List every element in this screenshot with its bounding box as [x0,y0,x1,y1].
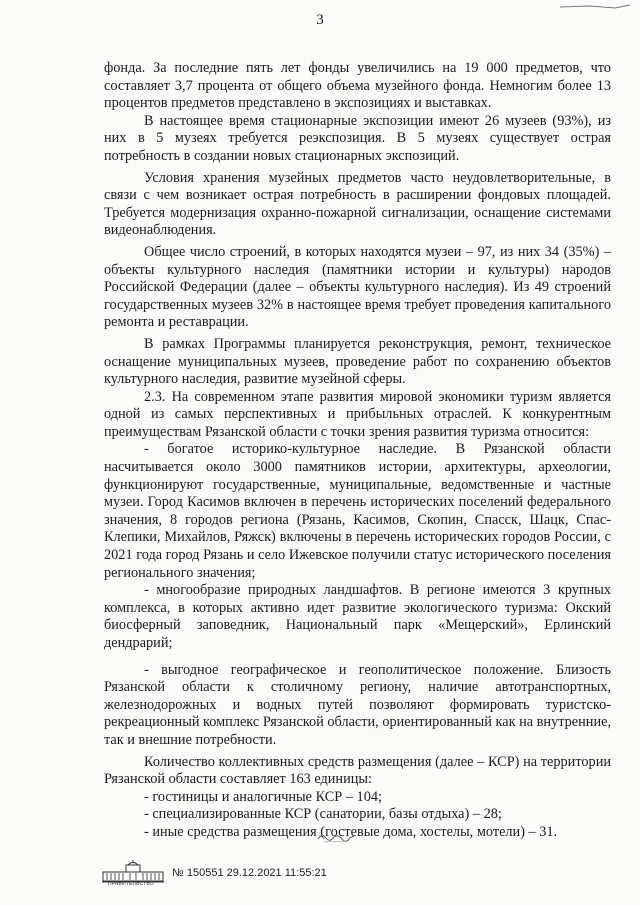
page-number: 3 [316,12,324,28]
handwritten-mark [316,830,356,844]
stamp-caption: ПРАВИТЕЛЬСТВО [108,881,154,887]
scan-edge-mark [560,4,630,12]
footer [102,860,422,888]
list-item-landscapes: - многообразие природных ландшафтов. В регионе имеются 3 крупных комплекса, в которых активно идет развитие экологического туризма: Окский биосферный заповедник, Национальный парк «Мещерский», Ерлинский дендрарий; [104,582,611,651]
paragraph-buildings: Общее число строений, в которых находятся музеи – 97, из них 34 (35%) – объекты культурного наследия (памятники истории и культуры) народов Российской Федерации (далее – объекты культурного наследия). Из 49 строений государственных музеев 32% в настоящее время требует проведения капитального ремонта и реставрации. [104,243,611,331]
paragraph-program-plans: В рамках Программы планируется реконструкция, ремонт, техническое оснащение муниципальных музеев, проведение работ по сохранению объектов культурного наследия, развитие музейной сферы. [104,335,611,388]
paragraph-storage-conditions: Условия хранения музейных предметов часто неудовлетворительные, в связи с чем возникает острая потребность в расширении фондовых площадей. Требуется модернизация охранно-пожарной сигнализации, оснащение системами видеонаблюдения. [104,169,611,239]
list-item-specialized: - специализированные КСР (санатории, базы отдыха) – 28; [144,806,502,823]
document-body [104,60,611,842]
paragraph-section-2-3: 2.3. На современном этапе развития мировой экономики туризм является одной из самых перспективных и прибыльных отраслей. К конкурентным преимуществам Рязанской области с точки зрения развития туризма относится: [104,388,611,440]
registration-number: № 150551 29.12.2021 11:55:21 [172,867,327,879]
paragraph-accommodation: Количество коллективных средств размещения (далее – КСР) на территории Рязанской области составляет 163 единицы: [104,753,611,788]
list-item-hotels: - гостиницы и аналогичные КСР – 104; [144,788,382,805]
paragraph-expositions: В настоящее время стационарные экспозиции имеют 26 музеев (93%), из них в 5 музеях требуется реэкспозиция. В 5 музеях существует острая потребность в создании новых стационарных экспозиций. [104,112,611,164]
list-item-heritage: - богатое историко-культурное наследие. В Рязанской области насчитывается около 3000 памятников истории, архитектуры, археологии, функционируют государственные, муниципальные, ведомственные и частные музеи. Город Касимов включен в перечень исторических поселений федерального значения, 8 городов региона (Рязань, Касимов, Скопин, Спасск, Шацк, Спас-Клепики, Михайлов, Ряжск) включены в перечень исторических городов России, с 2021 года город Рязань и село Ижевское получили статус исторического поселения регионального значения; [104,441,611,581]
paragraph-museum-funds: фонда. За последние пять лет фонды увеличились на 19 000 предметов, что составляет 3,7 процента от общего объема музейного фонда. Немногим более 13 процентов предметов представлено в экспозициях и выставках. [104,60,611,112]
list-item-geography: - выгодное географическое и геополитическое положение. Близость Рязанской области к столичному региону, наличие автотранспортных, железнодорожных и водных путей позволяют формировать туристско-рекреационный комплекс Рязанской области, ориентированный как на внутренние, так и внешние потребности. [104,661,612,748]
list-item-other-accommodation: - иные средства размещения (гостевые дома, хостелы, мотели) – 31. [144,823,558,840]
